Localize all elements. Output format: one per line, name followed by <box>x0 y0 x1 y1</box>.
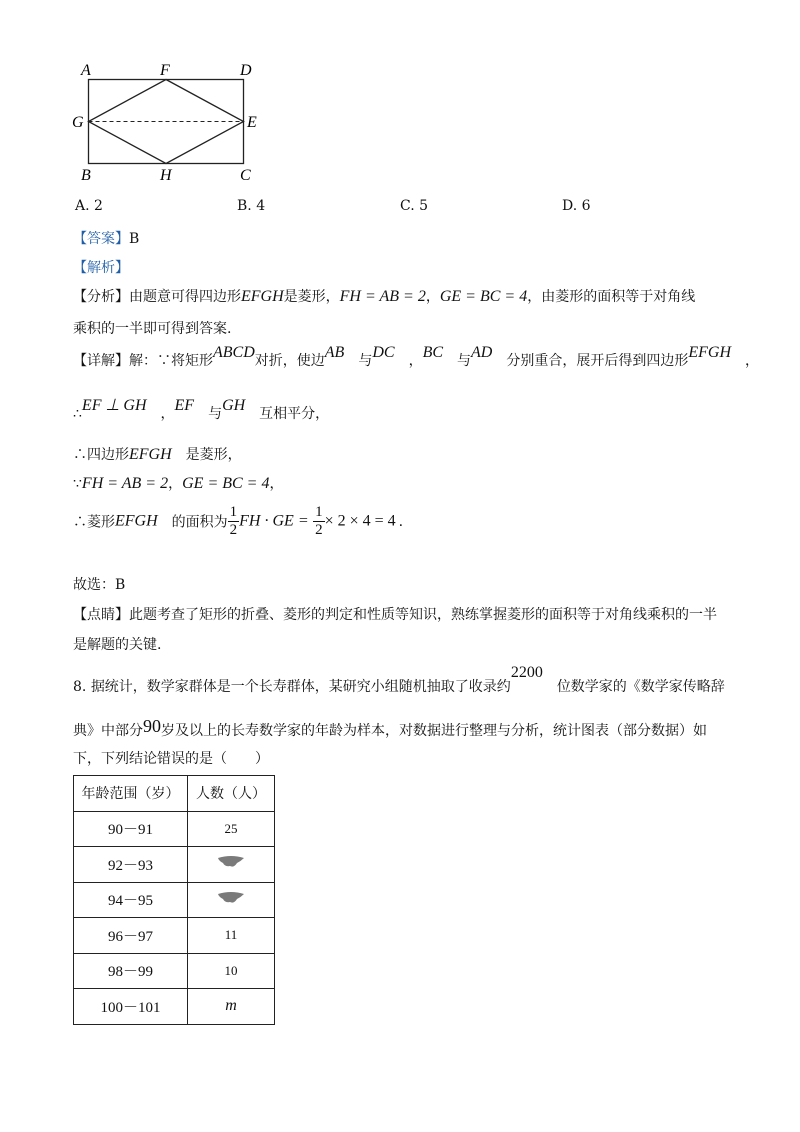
option-a: A. 2 <box>75 198 103 214</box>
fenxi-line-2: 乘积的一半即可得到答案. <box>73 321 232 337</box>
cell-count: 25 <box>188 811 275 847</box>
comma-2: ， <box>160 406 175 422</box>
fenxi-sep: ， <box>425 289 440 305</box>
cell-count-obscured <box>188 847 275 883</box>
cell-count: 10 <box>188 953 275 989</box>
side-bc: BC <box>422 344 444 361</box>
q8-text-3: 典》中部分 <box>73 723 143 739</box>
q8-text-4: 岁及以上的长寿数学家的年龄为样本，对数据进行整理与分析，统计图表（部分数据）如 <box>161 723 707 739</box>
cell-count: 11 <box>188 918 275 954</box>
xiangjie-tag: 【详解】 <box>73 353 129 369</box>
step-4-dot: . <box>398 513 404 530</box>
yu-3: 与 <box>208 406 223 422</box>
dianjing-text: 此题考查了矩形的折叠、菱形的判定和性质等知识，熟练掌握菱形的面积等于对角线乘积的一半 <box>129 607 717 623</box>
option-b: B. 4 <box>237 198 266 214</box>
table-row <box>74 847 275 883</box>
fraction-2-num: 1 <box>315 504 323 520</box>
label-g: G <box>72 114 84 131</box>
side-ab: AB <box>324 344 345 361</box>
selection-line: 故选：B <box>73 577 126 593</box>
answer-value: B <box>129 231 140 247</box>
side-ad: AD <box>471 344 493 361</box>
answer-line <box>73 228 139 248</box>
cell-range: 98－99 <box>74 953 188 989</box>
table-row <box>74 918 275 954</box>
because: ∵ <box>73 476 82 492</box>
table-row <box>74 811 275 847</box>
cell-range: 100－101 <box>74 989 188 1025</box>
label-d: D <box>240 62 252 79</box>
table-header-row <box>74 776 275 812</box>
side-dc: DC <box>372 344 395 361</box>
q8-90: 90 <box>143 716 161 736</box>
xiangjie-text-3: 分别重合，展开后得到四边形 <box>506 353 689 369</box>
therefore-1: ∴ <box>73 406 82 422</box>
rect-abcd: ABCD <box>213 344 255 361</box>
step-4-mid: FH · GE = <box>239 512 309 530</box>
label-f: F <box>160 62 170 79</box>
seg-gh: GH <box>222 397 246 414</box>
option-c: C. 5 <box>400 198 429 214</box>
q8-line-3: 下，下列结论错误的是（ ） <box>73 751 269 767</box>
cell-count-obscured <box>188 882 275 918</box>
xiangjie-text-2: 对折，使边 <box>254 353 325 369</box>
dianjing-line-2: 是解题的关键. <box>73 637 162 653</box>
perp-expr: EF ⊥ GH <box>81 397 147 414</box>
table-row <box>74 989 275 1025</box>
header-age-range: 年龄范围（岁） <box>74 776 188 812</box>
comma-1: ， <box>408 353 423 369</box>
label-b: B <box>81 167 91 184</box>
step-1 <box>73 397 330 423</box>
step-4-quad: EFGH <box>115 512 158 530</box>
label-e: E <box>247 114 257 131</box>
age-distribution-table <box>73 775 275 1025</box>
fenxi-text-2: 是菱形， <box>283 289 340 305</box>
table-row <box>74 953 275 989</box>
q8-2200: 2200 <box>510 664 543 681</box>
fraction-1-den: 2 <box>229 522 238 538</box>
cell-count-variable: m <box>188 989 275 1025</box>
q8-text-2: 位数学家的《数学家传略辞 <box>556 679 725 695</box>
xiangjie-line <box>73 344 759 370</box>
step-3-sep: ， <box>168 476 183 492</box>
dianjing-line-1 <box>73 604 717 624</box>
seg-ef: EF <box>174 397 195 414</box>
header-count: 人数（人） <box>188 776 275 812</box>
label-a: A <box>81 62 91 79</box>
xiangjie-text-1: 解：∵将矩形 <box>129 353 213 369</box>
fraction-1-num: 1 <box>229 504 238 520</box>
step-2-tail: 是菱形， <box>185 447 242 463</box>
step-3-tail: ， <box>269 476 284 492</box>
step-3-eq-1: FH = AB = 2 <box>81 475 169 492</box>
quad-efgh: EFGH <box>688 344 731 361</box>
fenxi-eq-1: FH = AB = 2 <box>339 288 426 305</box>
yu-1: 与 <box>358 353 373 369</box>
step-2 <box>73 444 242 464</box>
step-1-tail: 互相平分， <box>259 406 330 422</box>
fenxi-quad: EFGH <box>241 288 284 305</box>
fenxi-tag: 【分析】 <box>73 289 129 305</box>
rectangle-rhombus-figure <box>60 55 275 190</box>
fraction-1 <box>228 505 240 538</box>
cell-range: 92－93 <box>74 847 188 883</box>
step-3-eq-2: GE = BC = 4 <box>182 475 270 492</box>
step-3 <box>73 473 283 493</box>
cell-range: 96－97 <box>74 918 188 954</box>
ink-blot-icon <box>217 891 245 905</box>
step-4-text: ∴菱形 <box>73 514 115 531</box>
yu-2: 与 <box>457 353 472 369</box>
fenxi-text-1: 由题意可得四边形 <box>129 289 241 305</box>
q8-number: 8. <box>73 679 87 695</box>
label-c: C <box>240 167 251 184</box>
q8-line-2 <box>73 716 707 740</box>
cell-range: 90－91 <box>74 811 188 847</box>
end-comma: ， <box>745 353 759 369</box>
cell-range: 94－95 <box>74 882 188 918</box>
fraction-2 <box>313 505 325 538</box>
q8-line-1 <box>73 664 725 696</box>
step-4 <box>73 505 403 538</box>
fenxi-eq-2: GE = BC = 4 <box>439 288 528 305</box>
analysis-tag: 【解析】 <box>73 260 129 276</box>
option-d: D. 6 <box>562 198 591 214</box>
step-2-text: ∴四边形 <box>73 447 129 463</box>
table-row <box>74 882 275 918</box>
dianjing-tag: 【点睛】 <box>73 607 129 623</box>
fraction-2-den: 2 <box>315 522 323 538</box>
fenxi-text-3: ，由菱形的面积等于对角线 <box>527 289 696 305</box>
step-4-text-2: 的面积为 <box>171 514 228 531</box>
answer-tag: 【答案】 <box>73 231 129 247</box>
step-4-tail: × 2 × 4 = 4 <box>324 512 396 530</box>
ink-blot-icon <box>217 855 245 869</box>
q8-text-1: 据统计，数学家群体是一个长寿群体，某研究小组随机抽取了收录约 <box>90 679 511 695</box>
fenxi-line-1 <box>73 286 695 306</box>
step-2-quad: EFGH <box>129 446 172 463</box>
label-h: H <box>160 167 172 184</box>
